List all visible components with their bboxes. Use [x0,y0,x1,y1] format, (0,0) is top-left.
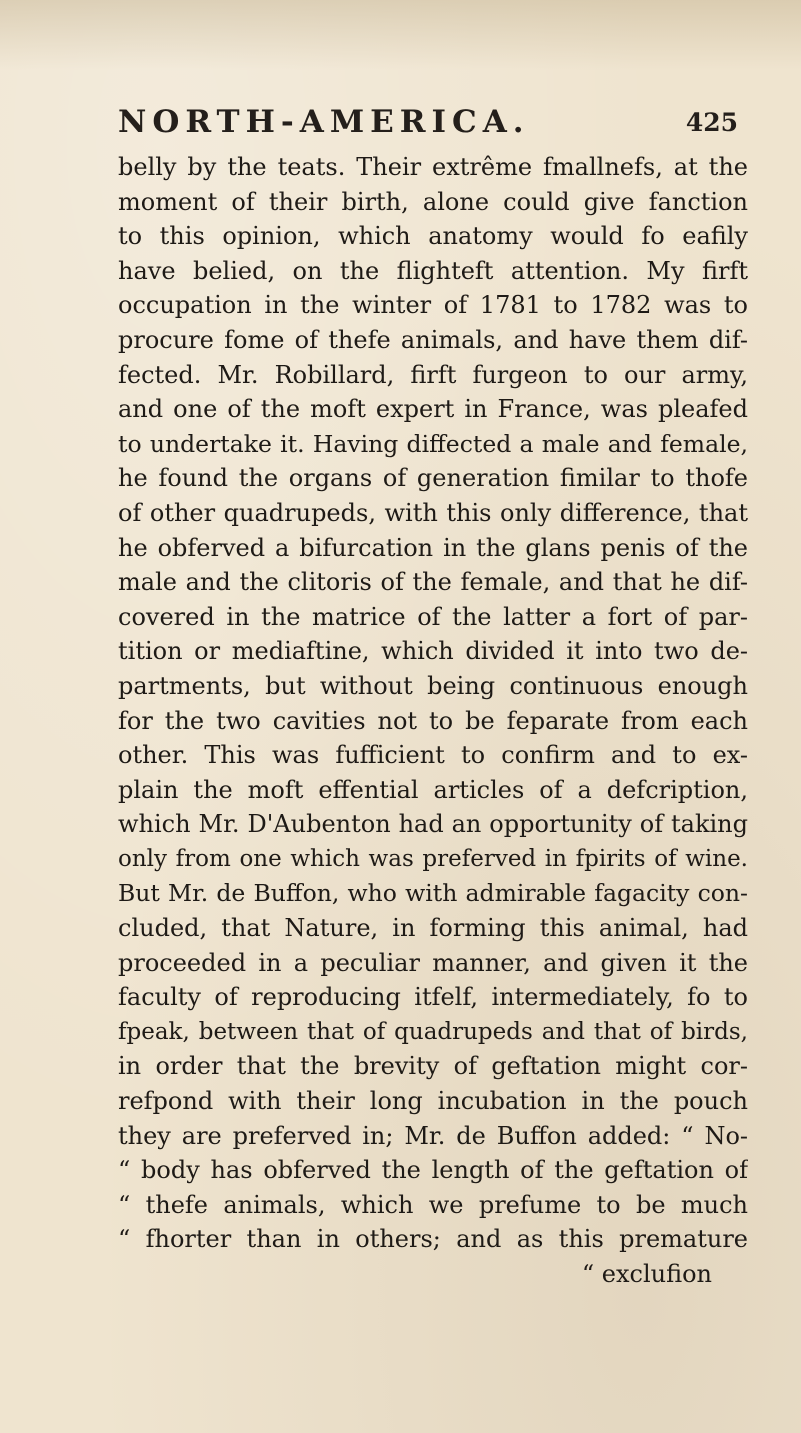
text-line: plain the moft effential articles of a defcription, [118,775,748,804]
page-number: 425 [685,108,738,137]
text-line: “ fhorter than in others; and as this premature [118,1225,748,1254]
text-line: to undertake it. Having diffected a male and female, [118,429,748,458]
running-head: NORTH-AMERICA. [118,104,530,140]
text-line: partments, but without being continuous enough [118,671,748,700]
text-line: and one of the moft expert in France, was pleafed [118,395,748,424]
text-line: “ thefe animals, which we prefume to be much [118,1190,748,1219]
text-line: male and the clitoris of the female, and that he dif- [118,568,748,597]
page-header [118,104,738,150]
text-line: cluded, that Nature, in forming this animal, had [118,914,748,943]
text-line: to this opinion, which anatomy would fo eafily [118,222,748,251]
text-line: procure fome of thefe animals, and have them dif- [118,325,748,354]
text-line: other. This was fufficient to confirm and to ex- [118,741,748,770]
catchword: “ exclufion [581,1260,712,1288]
text-line: occupation in the winter of 1781 to 1782 was to [118,291,748,320]
text-line: he obferved a bifurcation in the glans penis of the [118,533,748,562]
text-line: proceeded in a peculiar manner, and given it the [118,948,748,977]
text-line: only from one which was preferved in fpirits of wine. [118,845,748,872]
text-line: of other quadrupeds, with this only difference, that [118,498,748,527]
text-line: But Mr. de Buffon, who with admirable fagacity con- [118,879,748,908]
text-line: moment of their birth, alone could give fanction [118,187,748,216]
text-line: “ body has obferved the length of the geftation of [118,1156,748,1185]
text-line: belly by the teats. Their extrême fmallnefs, at the [118,153,748,181]
text-line: which Mr. D'Aubenton had an opportunity of taking [118,810,748,839]
text-line: have belied, on the flighteft attention. My firft [118,256,748,285]
text-line: he found the organs of generation fimilar to thofe [118,464,748,493]
text-line: in order that the brevity of geftation might cor- [118,1052,748,1081]
text-line: refpond with their long incubation in the pouch [118,1087,748,1116]
text-line: fected. Mr. Robillard, firft furgeon to our army, [118,360,748,389]
text-line: for the two cavities not to be feparate from each [118,706,748,735]
text-line: fpeak, between that of quadrupeds and that of birds, [118,1018,748,1045]
text-line: faculty of reproducing itfelf, intermediately, fo to [118,983,748,1012]
text-line: tition or mediaftine, which divided it into two de- [118,637,748,666]
text-line: covered in the matrice of the latter a fort of par- [118,602,748,631]
body-text [118,150,748,1292]
text-line: they are preferved in; Mr. de Buffon added: “ No- [118,1121,748,1150]
page-top-shadow [0,0,801,70]
